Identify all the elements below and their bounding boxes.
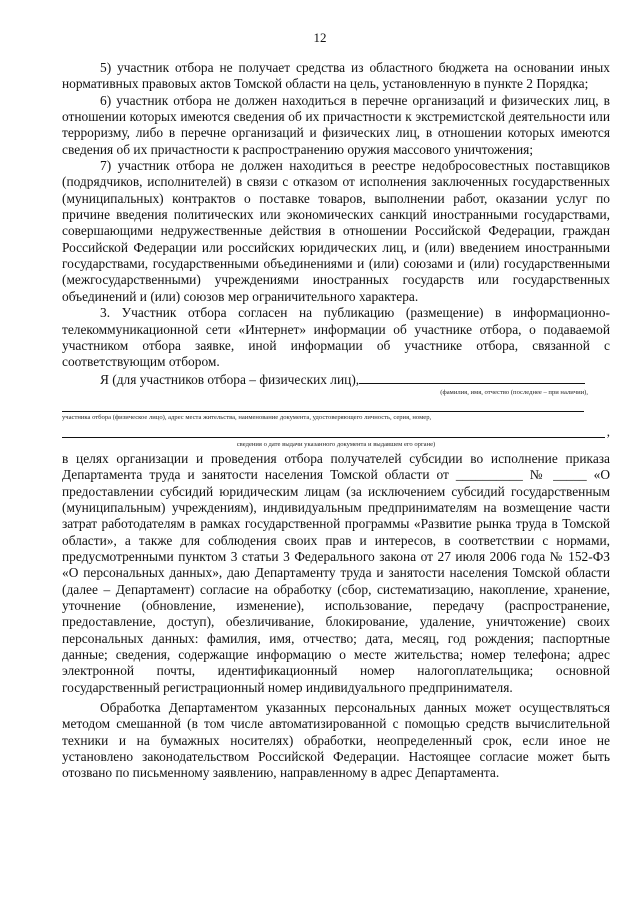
hint-fio: (фамилия, имя, отчество (последнее – при наличии), bbox=[440, 388, 588, 396]
details-blank-line-1 bbox=[62, 397, 584, 412]
hint-issue-details: сведения о дате выдачи указанного документа и выдавшем его органе) bbox=[236, 440, 436, 448]
consent-intro-line bbox=[62, 372, 610, 388]
paragraph-clause-3: 3. Участник отбора согласен на публикацию (размещение) в информационно-телекоммуникационной сети «Интернет» информации об участнике отбора, о подаваемой участником отбора заявке, иной информации об участнике отбора, связанной с соответствующим отбором. bbox=[62, 305, 610, 370]
details-blank-line-2 bbox=[62, 422, 610, 438]
consent-intro-text: Я (для участников отбора – физических лиц), bbox=[100, 371, 360, 387]
fio-blank-field bbox=[359, 372, 585, 384]
paragraph-consent-body: в целях организации и проведения отбора получателей субсидии во исполнение приказа Департамента труда и занятости населения Томской области от __________ № _____ «О предоставлении субсидий юридическим лицам (за исключением субсидий государственным (муниципальным) учреждениям), индивидуальным предпринимателям на возмещение части затрат работодателям в рамках государственной программы «Развитие рынка труда в Томской области», а также для соблюдения своих прав и интересов, в соответствии с нормами, предусмотренными пунктом 3 статьи 3 Федерального закона от 27 июля 2006 года № 152-ФЗ «О персональных данных», даю Департаменту труда и занятости населения Томской области (далее – Департамент) согласие на обработку (сбор, систематизацию, накопление, хранение, уточнение (обновление, изменение), использование, передачу (распространение, предоставление, доступ), обезличивание, блокирование, удаление, уничтожение) своих персональных данных: фамилия, имя, отчество; дата, месяц, год рождения; паспортные данные; сведения, содержащие информацию о месте жительства; номер телефона; адрес электронной почты, идентификационный номер налогоплательщика; основной государственный регистрационный номер индивидуального предпринимателя. bbox=[62, 450, 610, 695]
document-body bbox=[62, 60, 610, 782]
line-comma: , bbox=[606, 423, 610, 439]
details-blank-rule bbox=[62, 422, 605, 438]
paragraph-processing: Обработка Департаментом указанных персональных данных может осуществляться методом смешанной (в том числе автоматизированной с помощью средств вычислительной техники и на бумажных носителях) обработки, неопределенный срок, если иное не установлено законодательством Российской Федерации. Настоящее согласие может быть отозвано по письменному заявлению, направленному в адрес Департамента. bbox=[62, 700, 610, 781]
paragraph-item-6: 6) участник отбора не должен находиться в перечне организаций и физических лиц, в отношении которых имеются сведения об их причастности к экстремистской деятельности или терроризму, либо в перечне организаций и физических лиц, в отношении которых имеются сведения об их причастности к распространению оружия массового уничтожения; bbox=[62, 92, 610, 157]
page-number: 12 bbox=[313, 30, 327, 45]
hint-document-details: участника отбора (физическое лицо), адрес места жительства, наименование документа, удостоверяющего личность, серия, номер, bbox=[62, 413, 432, 421]
paragraph-item-7: 7) участник отбора не должен находиться в реестре недобросовестных поставщиков (подрядчиков, исполнителей) в связи с отказом от исполнения заключенных государственных (муниципальных) контрактов о поставке товаров, выполнении работ, оказании услуг по причине введения политических или экономических санкций иностранными государствами, совершающими недружественные действия в отношении Российской Федерации, граждан Российской Федерации или российских юридических лиц, и (или) введением иностранными государствами, государственными объединениями и (или) союзами и (или) государственными (межгосударственными) учреждениями иностранных государств или государственных объединений и (или) союзов мер ограничительного характера. bbox=[62, 158, 610, 304]
paragraph-item-5: 5) участник отбора не получает средства из областного бюджета на основании иных нормативных правовых актов Томской области на цель, установленную в пункте 2 Порядка; bbox=[62, 60, 610, 92]
